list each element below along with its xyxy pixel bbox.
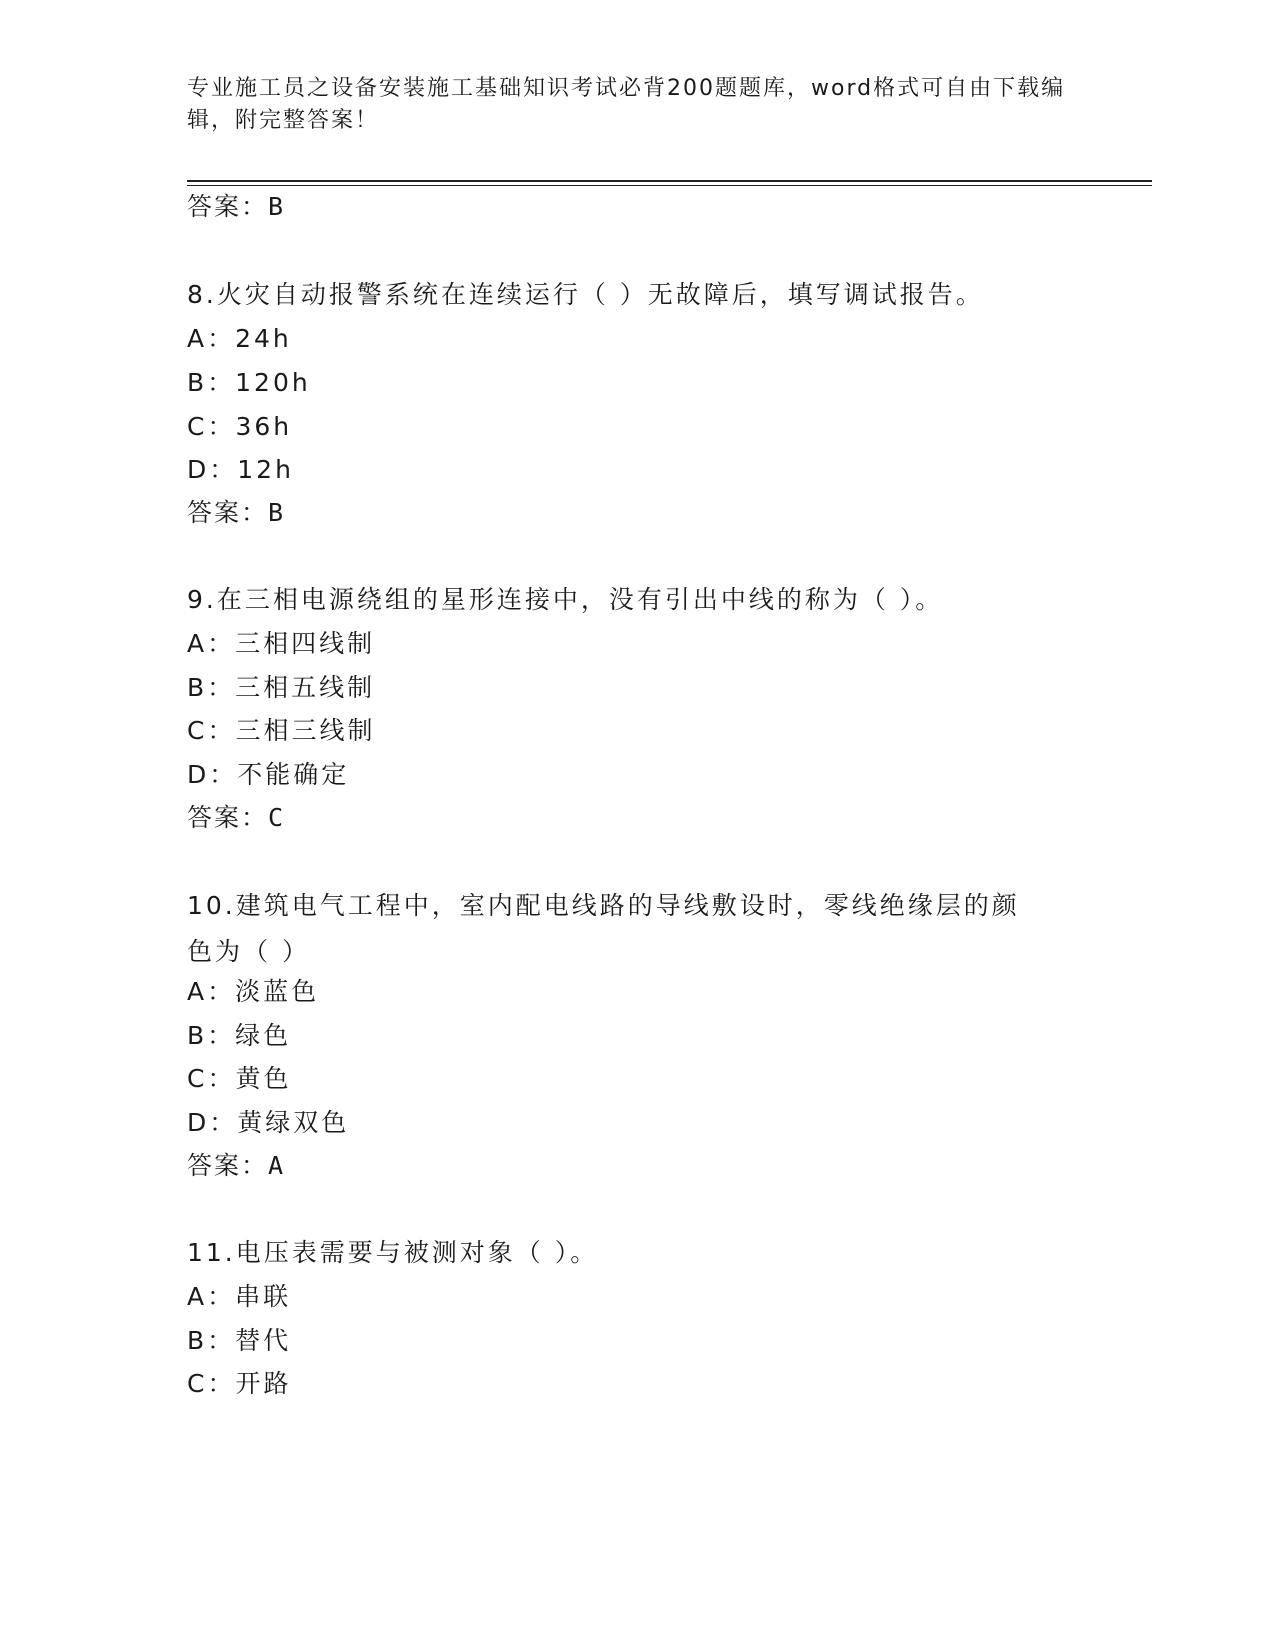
option-b xyxy=(187,366,311,400)
option-text: 开路 xyxy=(235,1369,292,1398)
answer-label: 答案： xyxy=(187,192,269,221)
option-text: 黄绿双色 xyxy=(237,1108,350,1137)
option-d xyxy=(187,1106,349,1140)
document-header: 专业施工员之设备安装施工基础知识考试必背200题题库，word格式可自由下载编辑，附完整答案！ xyxy=(187,76,1066,133)
question-stem: 9.在三相电源绕组的星形连接中，没有引出中线的称为（ ）。 xyxy=(187,585,944,614)
header-rule-thick xyxy=(187,180,1152,182)
answer-label: 答案： xyxy=(187,1151,269,1180)
option-text: 淡蓝色 xyxy=(235,977,320,1006)
answer-value: C xyxy=(268,803,285,832)
option-text: 三相四线制 xyxy=(235,629,376,658)
option-text: 三相五线制 xyxy=(235,673,376,702)
answer-line xyxy=(187,801,284,835)
option-d xyxy=(187,758,349,792)
option-text: 24h xyxy=(235,324,292,353)
option-key: D： xyxy=(187,1108,238,1137)
option-text: 120h xyxy=(235,368,311,397)
option-key: A： xyxy=(187,977,236,1006)
option-b xyxy=(187,671,375,705)
answer-value: A xyxy=(268,1151,285,1180)
option-key: A： xyxy=(187,629,236,658)
header-rule-thin xyxy=(187,185,1152,186)
option-c xyxy=(187,1062,291,1096)
question-stem: 11.电压表需要与被测对象（ ）。 xyxy=(187,1238,599,1267)
option-a xyxy=(187,627,375,661)
option-text: 串联 xyxy=(235,1282,292,1311)
option-text: 不能确定 xyxy=(237,760,350,789)
option-text: 黄色 xyxy=(235,1064,292,1093)
option-key: A： xyxy=(187,1282,236,1311)
answer-value: B xyxy=(268,498,285,527)
option-c xyxy=(187,1367,291,1401)
option-text: 替代 xyxy=(235,1326,292,1355)
answer-label: 答案： xyxy=(187,498,269,527)
option-a xyxy=(187,1280,291,1314)
question-stem: 10.建筑电气工程中，室内配电线路的导线敷设时，零线绝缘层的颜色为（ ） xyxy=(187,891,1020,966)
prev-answer xyxy=(187,190,284,224)
option-key: B： xyxy=(187,1326,236,1355)
option-b xyxy=(187,1019,291,1053)
option-key: C： xyxy=(187,1369,236,1398)
option-key: D： xyxy=(187,760,238,789)
question-stem: 8.火灾自动报警系统在连续运行（ ）无故障后，填写调试报告。 xyxy=(187,280,984,309)
option-key: C： xyxy=(187,412,236,441)
answer-line xyxy=(187,496,284,530)
option-text: 绿色 xyxy=(235,1021,292,1050)
option-key: B： xyxy=(187,673,236,702)
option-a xyxy=(187,322,292,356)
option-key: B： xyxy=(187,1021,236,1050)
option-a xyxy=(187,975,319,1009)
option-text: 36h xyxy=(235,412,293,441)
option-key: C： xyxy=(187,716,236,745)
option-key: A： xyxy=(187,324,236,353)
option-c xyxy=(187,410,292,444)
option-d xyxy=(187,453,294,487)
answer-line xyxy=(187,1149,284,1183)
option-text: 三相三线制 xyxy=(235,716,376,745)
option-key: D： xyxy=(187,455,238,484)
option-text: 12h xyxy=(237,455,294,484)
option-key: C： xyxy=(187,1064,236,1093)
option-c xyxy=(187,714,375,748)
option-key: B： xyxy=(187,368,236,397)
option-b xyxy=(187,1324,291,1358)
answer-label: 答案： xyxy=(187,803,269,832)
answer-value: B xyxy=(268,192,285,221)
